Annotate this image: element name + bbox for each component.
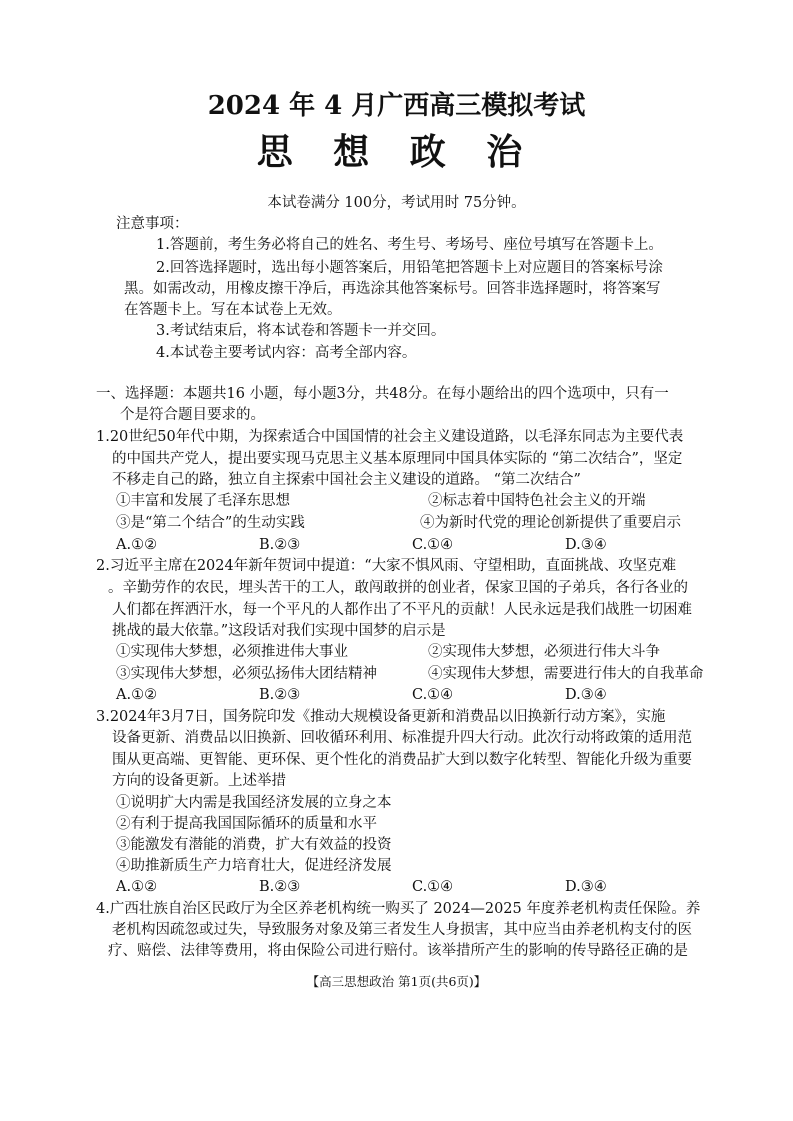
question-option: ④助推新质生产力培育壮大，促进经济发展 bbox=[116, 858, 392, 874]
note-line: 3.考试结束后，将本试卷和答题卡一并交回。 bbox=[156, 323, 446, 339]
question-stem: 疗、赔偿、法律等费用，将由保险公司进行赔付。该举措所产生的影响的传导路径正确的是 bbox=[108, 943, 688, 959]
question-option: ②实现伟大梦想，必须进行伟大斗争 bbox=[428, 644, 660, 660]
question-stem: 4.广西壮族自治区民政厅为全区养老机构统一购买了 2024—2025 年度养老机构责任保险。养 bbox=[96, 901, 701, 917]
question-option: ②有利于提高我国国际循环的质量和水平 bbox=[116, 816, 377, 832]
question-option: ②标志着中国特色社会主义的开端 bbox=[428, 493, 646, 509]
question-stem: 围从更高端、更智能、更环保、更个性化的消费品扩大到以数字化转型、智能化升级为重要 bbox=[112, 752, 692, 768]
question-stem: 1.20世纪50年代中期，为探索适合中国国情的社会主义建设道路，以毛泽东同志为主要代表 bbox=[96, 429, 684, 445]
answer-choice: C.①④ bbox=[412, 687, 454, 703]
question-stem: 的中国共产党人，提出要实现马克思主义基本原理同中国具体实际的 “第二次结合”，坚定 bbox=[112, 451, 683, 467]
question-option: ③能激发有潜能的消费，扩大有效益的投资 bbox=[116, 837, 392, 853]
answer-choice: A.①② bbox=[116, 537, 158, 553]
question-option: ①实现伟大梦想，必须推进伟大事业 bbox=[116, 644, 348, 660]
answer-choice: A.①② bbox=[116, 687, 158, 703]
page-footer: 【高三思想政治 第1页(共6页)】 bbox=[306, 974, 487, 989]
question-option: ①说明扩大内需是我国经济发展的立身之本 bbox=[116, 795, 392, 811]
answer-choice: B.②③ bbox=[259, 537, 301, 553]
answer-choice: D.③④ bbox=[565, 879, 607, 895]
question-option: ③是“第二个结合”的生动实践 bbox=[116, 515, 305, 531]
answer-choice: A.①② bbox=[116, 879, 158, 895]
question-stem: 2.习近平主席在2024年新年贺词中提道：“大家不惧风雨、守望相助，直面挑战、攻坚克难 bbox=[96, 558, 677, 574]
answer-choice: C.①④ bbox=[412, 879, 454, 895]
section-heading-cont: 个是符合题目要求的。 bbox=[120, 407, 265, 423]
answer-choice: D.③④ bbox=[565, 537, 607, 553]
note-line: 1.答题前，考生务必将自己的姓名、考生号、考场号、座位号填写在答题卡上。 bbox=[156, 237, 663, 253]
question-stem: 设备更新、消费品以旧换新、回收循环利用、标准提升四大行动。此次行动将政策的适用范 bbox=[112, 730, 692, 746]
question-option: ④为新时代党的理论创新提供了重要启示 bbox=[420, 515, 681, 531]
note-line: 黑。如需改动，用橡皮擦干净后，再选涂其他答案标号。回答非选择题时，将答案写 bbox=[124, 281, 661, 297]
question-option: ③实现伟大梦想，必须弘扬伟大团结精神 bbox=[116, 666, 377, 682]
answer-choice: B.②③ bbox=[259, 879, 301, 895]
question-option: ④实现伟大梦想，需要进行伟大的自我革命 bbox=[428, 666, 704, 682]
answer-choice: D.③④ bbox=[565, 687, 607, 703]
question-stem: 方向的设备更新。上述举措 bbox=[112, 773, 286, 789]
answer-choice: B.②③ bbox=[259, 687, 301, 703]
subject-title: 思 想 政 治 bbox=[256, 131, 537, 173]
answer-choice: C.①④ bbox=[412, 537, 454, 553]
section-heading: 一、选择题：本题共16 小题，每小题3分，共48分。在每小题给出的四个选项中，只有一 bbox=[96, 386, 669, 402]
exam-info: 本试卷满分 100分，考试用时 75分钟。 bbox=[267, 195, 526, 211]
note-line: 2.回答选择题时，选出每小题答案后，用铅笔把答题卡上对应题目的答案标号涂 bbox=[156, 260, 663, 276]
question-stem: 。辛勤劳作的农民，埋头苦干的工人，敢闯敢拼的创业者，保家卫国的子弟兵，各行各业的 bbox=[108, 580, 688, 596]
question-stem: 不移走自己的路，独立自主探索中国社会主义建设的道路。 “第二次结合” bbox=[112, 472, 581, 488]
question-stem: 老机构因疏忽或过失，导致服务对象及第三者发生人身损害，其中应当由养老机构支付的医 bbox=[112, 922, 692, 938]
note-line: 在答题卡上。写在本试卷上无效。 bbox=[124, 302, 342, 318]
question-option: ①丰富和发展了毛泽东思想 bbox=[116, 493, 290, 509]
question-stem: 3.2024年3月7日，国务院印发《推动大规模设备更新和消费品以旧换新行动方案》，实施 bbox=[96, 709, 666, 725]
note-line: 4.本试卷主要考试内容：高考全部内容。 bbox=[156, 345, 417, 361]
exam-title: 2024 年 4 月广西高三模拟考试 bbox=[207, 91, 586, 121]
question-stem: 挑战的最大依靠。”这段话对我们实现中国梦的启示是 bbox=[112, 623, 446, 639]
notes-heading: 注意事项： bbox=[116, 216, 189, 232]
question-stem: 人们都在挥洒汗水，每一个平凡的人都作出了不平凡的贡献！人民永远是我们战胜一切困难 bbox=[112, 602, 692, 618]
